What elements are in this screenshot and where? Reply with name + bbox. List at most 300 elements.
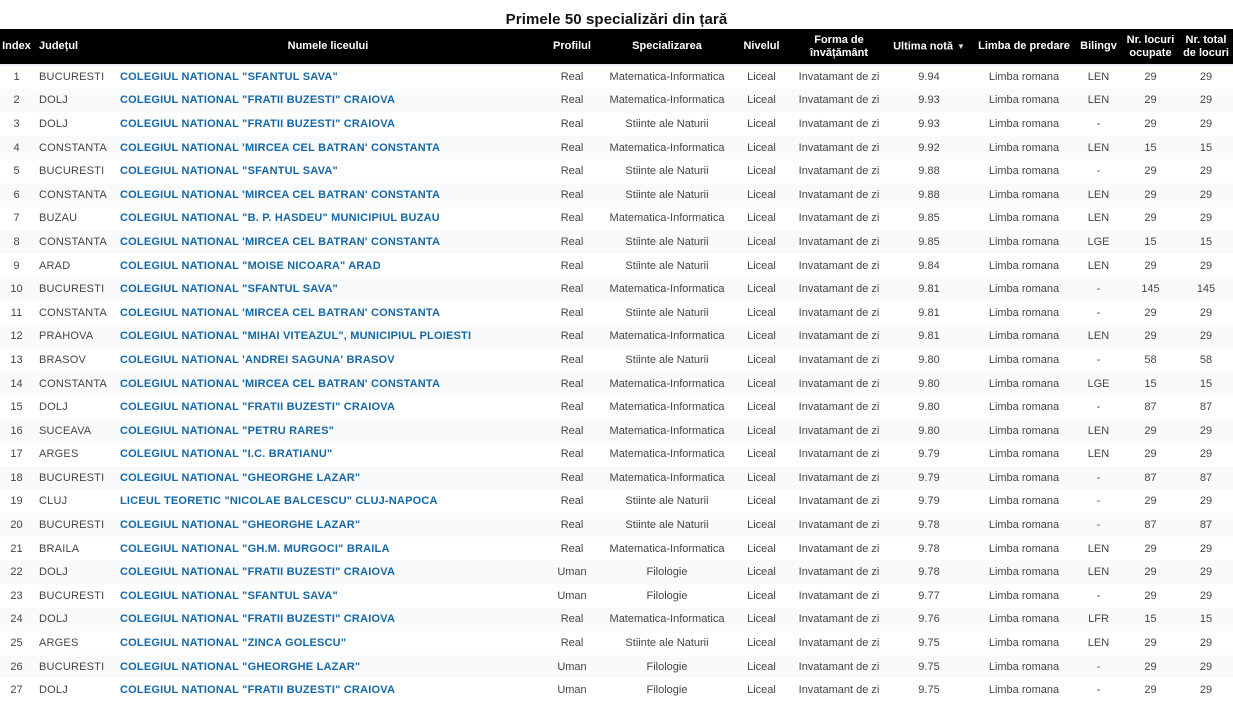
cell-level: Liceal [747,306,776,319]
cell-language: Limba romana [988,259,1060,272]
cell-index: 5 [13,165,20,178]
table-row [0,230,1233,254]
cell-language: Limba romana [988,495,1060,508]
cell-bilingual: LEN [1087,259,1110,272]
column-header-profile: Profilul [540,29,604,65]
cell-language: Limba romana [988,188,1060,201]
cell-specialization: Stiinte ale Naturii [625,259,709,272]
cell-level: Liceal [747,283,776,296]
cell-county: CONSTANTA [39,188,108,201]
cell-county: BUCURESTI [39,165,105,178]
school-link[interactable]: LICEUL TEORETIC "NICOLAE BALCESCU" CLUJ-NAPOCA [120,495,438,508]
cell-level: Liceal [747,613,776,626]
school-link[interactable]: COLEGIUL NATIONAL "FRATII BUZESTI" CRAIOVA [120,117,396,130]
table-row [0,513,1233,537]
cell-school [116,65,540,89]
cell-school [116,443,540,467]
school-link[interactable]: COLEGIUL NATIONAL "I.C. BRATIANU" [120,448,333,461]
cell-county: BUCURESTI [39,471,105,484]
cell-county: ARGES [39,448,79,461]
cell-specialization: Filologie [646,589,688,602]
cell-last-grade: 9.78 [918,542,940,555]
table-row [0,443,1233,467]
cell-seats-total: 29 [1199,684,1213,697]
table-body [0,65,1233,702]
cell-form: Invatamant de zi [798,259,880,272]
cell-bilingual: LEN [1087,330,1110,343]
cell-specialization: Stiinte ale Naturii [625,117,709,130]
table-row [0,560,1233,584]
cell-form: Invatamant de zi [798,94,880,107]
school-link[interactable]: COLEGIUL NATIONAL "FRATII BUZESTI" CRAIOVA [120,401,396,414]
cell-bilingual: - [1096,471,1101,484]
cell-last-grade: 9.77 [918,589,940,602]
cell-specialization: Matematica-Informatica [609,424,725,437]
cell-form: Invatamant de zi [798,471,880,484]
cell-county: SUCEAVA [39,424,92,437]
cell-school [116,395,540,419]
cell-seats-taken: 29 [1144,495,1157,508]
cell-last-grade: 9.80 [918,424,940,437]
cell-seats-taken: 29 [1144,637,1157,650]
cell-bilingual: - [1096,165,1101,178]
cell-form: Invatamant de zi [798,401,880,414]
cell-level: Liceal [747,377,776,390]
cell-seats-taken: 29 [1144,542,1157,555]
cell-seats-total: 29 [1199,259,1213,272]
cell-language: Limba romana [988,589,1060,602]
school-link[interactable]: COLEGIUL NATIONAL 'MIRCEA CEL BATRAN' CONSTANTA [120,377,441,390]
cell-level: Liceal [747,589,776,602]
cell-seats-total: 29 [1199,71,1213,84]
cell-county: BUCURESTI [39,660,105,673]
cell-specialization: Stiinte ale Naturii [625,235,709,248]
cell-specialization: Matematica-Informatica [609,613,725,626]
school-link[interactable]: COLEGIUL NATIONAL "SFANTUL SAVA" [120,283,338,296]
cell-last-grade: 9.88 [918,165,940,178]
cell-school [116,277,540,301]
cell-language: Limba romana [988,448,1060,461]
school-link[interactable]: COLEGIUL NATIONAL 'MIRCEA CEL BATRAN' CONSTANTA [120,141,441,154]
school-link[interactable]: COLEGIUL NATIONAL "PETRU RARES" [120,424,335,437]
cell-form: Invatamant de zi [798,165,880,178]
cell-profile: Uman [557,589,587,602]
column-header-school: Numele liceului [116,29,540,65]
school-link[interactable]: COLEGIUL NATIONAL 'MIRCEA CEL BATRAN' CONSTANTA [120,306,441,319]
column-header-level: Nivelul [730,29,793,65]
cell-school [116,254,540,278]
cell-seats-taken: 29 [1144,448,1157,461]
school-link[interactable]: COLEGIUL NATIONAL "SFANTUL SAVA" [120,589,338,602]
column-header-county: Județul [33,29,116,65]
cell-county: BRASOV [39,353,87,366]
cell-school [116,631,540,655]
cell-index: 17 [10,448,23,461]
cell-index: 10 [10,283,23,296]
cell-profile: Real [560,448,584,461]
cell-specialization: Stiinte ale Naturii [625,188,709,201]
cell-profile: Real [560,613,584,626]
cell-seats-taken: 29 [1144,212,1157,225]
table-row [0,207,1233,231]
cell-seats-total: 29 [1199,542,1213,555]
cell-level: Liceal [747,637,776,650]
cell-seats-total: 87 [1199,401,1213,414]
cell-form: Invatamant de zi [798,660,880,673]
cell-specialization: Matematica-Informatica [609,448,725,461]
cell-bilingual: LEN [1087,637,1110,650]
cell-level: Liceal [747,471,776,484]
school-link[interactable]: COLEGIUL NATIONAL "GHEORGHE LAZAR" [120,660,361,673]
cell-language: Limba romana [988,117,1060,130]
cell-index: 3 [13,117,20,130]
column-header-seats-total: Nr. total de locuri [1179,29,1233,65]
cell-language: Limba romana [988,660,1060,673]
cell-last-grade: 9.93 [918,94,940,107]
cell-language: Limba romana [988,542,1060,555]
cell-specialization: Matematica-Informatica [609,141,725,154]
cell-school [116,325,540,349]
cell-county: BUCURESTI [39,283,105,296]
cell-form: Invatamant de zi [798,117,880,130]
table-row [0,89,1233,113]
cell-form: Invatamant de zi [798,141,880,154]
cell-school [116,560,540,584]
cell-seats-taken: 29 [1144,306,1157,319]
cell-bilingual: LEN [1087,448,1110,461]
cell-specialization: Matematica-Informatica [609,471,725,484]
cell-school [116,466,540,490]
cell-profile: Real [560,165,584,178]
cell-specialization: Matematica-Informatica [609,283,725,296]
cell-seats-total: 29 [1199,660,1213,673]
cell-seats-taken: 15 [1144,377,1157,390]
cell-school [116,537,540,561]
cell-school [116,183,540,207]
school-link[interactable]: COLEGIUL NATIONAL "SFANTUL SAVA" [120,165,338,178]
cell-last-grade: 9.85 [918,235,940,248]
cell-seats-total: 29 [1199,212,1213,225]
table-row [0,372,1233,396]
cell-bilingual: LEN [1087,188,1110,201]
cell-seats-total: 29 [1199,165,1213,178]
cell-seats-total: 15 [1199,235,1213,248]
cell-county: PRAHOVA [39,330,94,343]
cell-profile: Real [560,306,584,319]
cell-index: 11 [10,306,23,319]
cell-county: BUCURESTI [39,519,105,532]
school-link[interactable]: COLEGIUL NATIONAL "GH.M. MURGOCI" BRAILA [120,542,390,555]
school-link[interactable]: COLEGIUL NATIONAL "GHEORGHE LAZAR" [120,471,361,484]
school-link[interactable]: COLEGIUL NATIONAL "GHEORGHE LAZAR" [120,519,361,532]
cell-level: Liceal [747,660,776,673]
cell-seats-taken: 29 [1144,188,1157,201]
table-row [0,395,1233,419]
cell-form: Invatamant de zi [798,448,880,461]
sort-desc-icon: ▼ [956,41,965,51]
cell-school [116,89,540,113]
cell-profile: Real [560,71,584,84]
cell-language: Limba romana [988,613,1060,626]
cell-language: Limba romana [988,684,1060,697]
cell-seats-taken: 145 [1141,283,1160,296]
cell-specialization: Matematica-Informatica [609,71,725,84]
cell-county: DOLJ [39,117,68,130]
cell-seats-taken: 87 [1144,401,1157,414]
cell-form: Invatamant de zi [798,542,880,555]
cell-specialization: Matematica-Informatica [609,330,725,343]
cell-form: Invatamant de zi [798,188,880,201]
cell-profile: Real [560,235,584,248]
cell-last-grade: 9.81 [918,306,940,319]
cell-form: Invatamant de zi [798,212,880,225]
cell-seats-taken: 15 [1144,613,1157,626]
cell-profile: Real [560,212,584,225]
school-link[interactable]: COLEGIUL NATIONAL 'ANDREI SAGUNA' BRASOV [120,353,395,366]
cell-level: Liceal [747,566,776,579]
cell-profile: Real [560,353,584,366]
table-row [0,183,1233,207]
cell-last-grade: 9.79 [918,448,940,461]
cell-specialization: Filologie [646,660,688,673]
cell-school [116,112,540,136]
cell-language: Limba romana [988,212,1060,225]
cell-bilingual: LEN [1087,212,1110,225]
cell-specialization: Stiinte ale Naturii [625,519,709,532]
cell-index: 18 [10,471,23,484]
cell-form: Invatamant de zi [798,613,880,626]
cell-seats-taken: 29 [1144,165,1157,178]
cell-profile: Real [560,259,584,272]
cell-county: DOLJ [39,684,68,697]
cell-level: Liceal [747,330,776,343]
school-link[interactable]: COLEGIUL NATIONAL "B. P. HASDEU" MUNICIPIUL BUZAU [120,212,440,225]
cell-seats-taken: 29 [1144,71,1157,84]
school-link[interactable]: COLEGIUL NATIONAL 'MIRCEA CEL BATRAN' CONSTANTA [120,188,441,201]
cell-bilingual: LEN [1087,424,1110,437]
school-link[interactable]: COLEGIUL NATIONAL "SFANTUL SAVA" [120,71,338,84]
cell-language: Limba romana [988,401,1060,414]
cell-school [116,608,540,632]
table-row [0,537,1233,561]
school-link[interactable]: COLEGIUL NATIONAL "FRATII BUZESTI" CRAIOVA [120,613,396,626]
cell-index: 13 [10,353,23,366]
cell-specialization: Matematica-Informatica [609,542,725,555]
cell-county: BRAILA [39,542,80,555]
cell-language: Limba romana [988,519,1060,532]
cell-bilingual: - [1096,495,1101,508]
cell-profile: Uman [557,566,587,579]
cell-profile: Uman [557,660,587,673]
cell-last-grade: 9.85 [918,212,940,225]
cell-profile: Uman [557,684,587,697]
cell-seats-taken: 58 [1144,353,1157,366]
cell-index: 2 [13,94,20,107]
cell-bilingual: - [1096,306,1101,319]
cell-seats-total: 15 [1199,613,1213,626]
cell-profile: Real [560,377,584,390]
cell-seats-taken: 87 [1144,471,1157,484]
cell-bilingual: - [1096,117,1101,130]
cell-seats-taken: 29 [1144,589,1157,602]
cell-last-grade: 9.92 [918,141,940,154]
table-row [0,136,1233,160]
cell-county: CONSTANTA [39,235,108,248]
cell-school [116,136,540,160]
cell-seats-total: 29 [1199,117,1213,130]
cell-language: Limba romana [988,165,1060,178]
cell-language: Limba romana [988,306,1060,319]
cell-county: CONSTANTA [39,141,108,154]
school-link[interactable]: COLEGIUL NATIONAL "FRATII BUZESTI" CRAIOVA [120,684,396,697]
cell-index: 22 [10,566,23,579]
cell-specialization: Matematica-Informatica [609,212,725,225]
column-header-last-grade[interactable] [885,29,973,65]
cell-school [116,348,540,372]
school-link[interactable]: COLEGIUL NATIONAL 'MIRCEA CEL BATRAN' CONSTANTA [120,235,441,248]
cell-index: 9 [13,259,20,272]
table-row [0,655,1233,679]
cell-last-grade: 9.78 [918,566,940,579]
cell-bilingual: LEN [1087,71,1110,84]
cell-school [116,301,540,325]
cell-last-grade: 9.94 [918,71,940,84]
cell-language: Limba romana [988,471,1060,484]
cell-bilingual: - [1096,684,1101,697]
cell-school [116,207,540,231]
cell-bilingual: LEN [1087,94,1110,107]
cell-last-grade: 9.81 [918,283,940,296]
cell-profile: Real [560,188,584,201]
school-link[interactable]: COLEGIUL NATIONAL "ZINCA GOLESCU" [120,637,347,650]
cell-bilingual: - [1096,401,1101,414]
cell-profile: Real [560,401,584,414]
cell-level: Liceal [747,401,776,414]
table-row [0,348,1233,372]
column-header-seats-taken: Nr. locuri ocupate [1122,29,1179,65]
cell-school [116,584,540,608]
table-row [0,466,1233,490]
cell-level: Liceal [747,448,776,461]
cell-last-grade: 9.78 [918,519,940,532]
cell-index: 6 [13,188,20,201]
cell-seats-total: 29 [1199,495,1213,508]
cell-seats-total: 29 [1199,188,1213,201]
column-header-bilingual: Bilingv [1075,29,1122,65]
cell-seats-total: 145 [1196,283,1216,296]
cell-bilingual: LGE [1087,235,1110,248]
cell-bilingual: - [1096,353,1101,366]
cell-form: Invatamant de zi [798,71,880,84]
school-link[interactable]: COLEGIUL NATIONAL "MIHAI VITEAZUL", MUNICIPIUL PLOIESTI [120,330,472,343]
cell-last-grade: 9.93 [918,117,940,130]
cell-bilingual: LEN [1087,566,1110,579]
cell-language: Limba romana [988,235,1060,248]
cell-seats-total: 29 [1199,566,1213,579]
cell-last-grade: 9.75 [918,684,940,697]
cell-county: DOLJ [39,401,68,414]
school-link[interactable]: COLEGIUL NATIONAL "FRATII BUZESTI" CRAIOVA [120,94,396,107]
school-link[interactable]: COLEGIUL NATIONAL "FRATII BUZESTI" CRAIOVA [120,566,396,579]
cell-last-grade: 9.75 [918,660,940,673]
cell-county: DOLJ [39,613,68,626]
table-row [0,584,1233,608]
cell-level: Liceal [747,71,776,84]
cell-specialization: Matematica-Informatica [609,94,725,107]
cell-index: 1 [13,71,20,84]
cell-language: Limba romana [988,283,1060,296]
cell-language: Limba romana [988,377,1060,390]
cell-seats-total: 29 [1199,637,1213,650]
cell-form: Invatamant de zi [798,589,880,602]
cell-seats-taken: 29 [1144,117,1157,130]
school-link[interactable]: COLEGIUL NATIONAL "MOISE NICOARA" ARAD [120,259,381,272]
cell-form: Invatamant de zi [798,353,880,366]
cell-school [116,230,540,254]
cell-county: DOLJ [39,94,68,107]
cell-specialization: Stiinte ale Naturii [625,495,709,508]
cell-last-grade: 9.84 [918,259,940,272]
cell-level: Liceal [747,519,776,532]
cell-specialization: Stiinte ale Naturii [625,637,709,650]
cell-bilingual: - [1096,660,1101,673]
column-header-form: Forma de învățământ [793,29,885,65]
table-row [0,301,1233,325]
cell-index: 27 [10,684,23,697]
cell-index: 19 [10,495,23,508]
cell-level: Liceal [747,188,776,201]
cell-index: 7 [13,212,20,225]
cell-county: CONSTANTA [39,306,108,319]
cell-bilingual: - [1096,589,1101,602]
cell-level: Liceal [747,542,776,555]
cell-index: 25 [10,637,23,650]
cell-form: Invatamant de zi [798,235,880,248]
cell-seats-total: 29 [1199,448,1213,461]
cell-profile: Real [560,471,584,484]
table-row [0,159,1233,183]
cell-seats-taken: 29 [1144,566,1157,579]
cell-seats-total: 87 [1199,519,1213,532]
cell-form: Invatamant de zi [798,566,880,579]
cell-specialization: Filologie [646,566,688,579]
cell-bilingual: LEN [1087,141,1110,154]
table-row [0,419,1233,443]
cell-seats-taken: 87 [1144,519,1157,532]
cell-seats-total: 29 [1199,306,1213,319]
cell-county: BUZAU [39,212,78,225]
cell-profile: Real [560,495,584,508]
cell-form: Invatamant de zi [798,330,880,343]
cell-index: 26 [10,660,23,673]
cell-seats-taken: 29 [1144,330,1157,343]
column-header-last-grade-label: Ultima notă [893,40,953,53]
cell-last-grade: 9.79 [918,471,940,484]
cell-level: Liceal [747,141,776,154]
column-header-language: Limba de predare [973,29,1075,65]
table-row [0,65,1233,89]
cell-seats-taken: 15 [1144,235,1157,248]
cell-profile: Real [560,283,584,296]
cell-last-grade: 9.80 [918,401,940,414]
cell-language: Limba romana [988,424,1060,437]
page-title: Primele 50 specializări din țară [505,11,728,28]
cell-profile: Real [560,141,584,154]
column-header-index: Index [0,29,33,65]
cell-county: ARAD [39,259,71,272]
cell-last-grade: 9.75 [918,637,940,650]
cell-school [116,372,540,396]
